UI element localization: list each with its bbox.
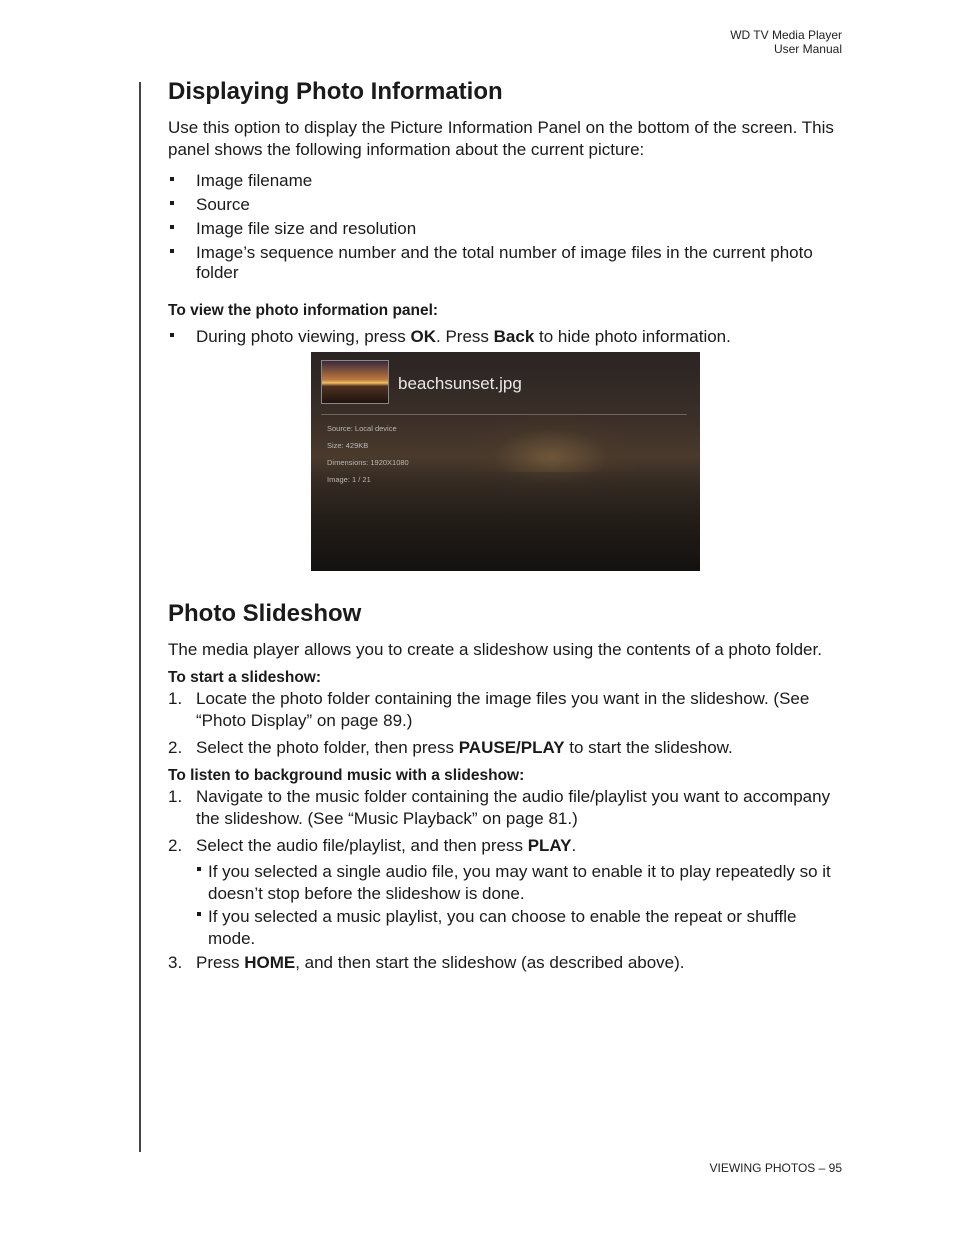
list-item: Image’s sequence number and the total number of image files in the current photo folder <box>168 243 848 283</box>
list-item: Source <box>168 195 848 215</box>
header-product: WD TV Media Player <box>730 28 842 42</box>
photo-sequence: Image: 1 / 21 <box>327 475 371 484</box>
list-item: 1. Locate the photo folder containing the image files you want in the slideshow. (See “Photo Display” on page 89.) <box>168 689 810 730</box>
page-content <box>168 74 848 347</box>
subheading-background-music: To listen to background music with a slideshow: <box>168 767 525 784</box>
section-intro: Use this option to display the Picture Information Panel on the bottom of the screen. This panel shows the following information about the current picture: <box>168 118 834 159</box>
view-panel-steps <box>168 327 848 347</box>
panel-divider <box>321 414 687 415</box>
list-item: If you selected a single audio file, you may want to enable it to play repeatedly so it doesn’t stop before the slideshow is done. <box>196 861 848 905</box>
list-item: 3. Press HOME, and then start the slideshow (as described above). <box>168 953 685 972</box>
list-item: Image file size and resolution <box>168 219 848 239</box>
list-item: During photo viewing, press OK. Press Back to hide photo information. <box>168 327 848 347</box>
section-title-slideshow: Photo Slideshow <box>168 600 362 627</box>
photo-filename: beachsunset.jpg <box>398 374 522 393</box>
photo-size: Size: 429KB <box>327 441 369 450</box>
slideshow-section <box>168 596 848 974</box>
list-item: 1. Navigate to the music folder containing the audio file/playlist you want to accompany the slideshow. (See “Music Playback” on page 81.) <box>168 787 831 828</box>
music-sub-bullets <box>196 861 848 950</box>
list-item: 2. Select the photo folder, then press PAUSE/PLAY to start the slideshow. <box>168 738 733 757</box>
slideshow-intro: The media player allows you to create a slideshow using the contents of a photo folder. <box>168 640 822 659</box>
running-header <box>730 28 842 56</box>
key-ok: OK <box>410 327 437 346</box>
list-item: 2. Select the audio file/playlist, and then press PLAY. If you selected a single audio file, you may want to enable it to play repeatedly so it doesn’t stop before the slideshow is done. If you selected a music playlist, you can choose to enable the repeat or shuffle mode. <box>168 835 848 950</box>
margin-rule <box>139 82 141 1152</box>
photo-dimensions: Dimensions: 1920X1080 <box>327 458 409 467</box>
photo-source: Source: Local device <box>327 424 397 433</box>
page-footer: VIEWING PHOTOS – 95 <box>709 1161 842 1175</box>
key-home: HOME <box>244 953 296 972</box>
start-slideshow-steps <box>168 688 848 759</box>
subheading-view-panel: To view the photo information panel: <box>168 302 439 319</box>
info-bullet-list <box>168 171 848 283</box>
background-music-steps <box>168 786 848 974</box>
section-title-photo-information: Displaying Photo Information <box>168 78 503 105</box>
key-play: PLAY <box>527 836 572 855</box>
key-pause-play: PAUSE/PLAY <box>458 738 565 757</box>
photo-info-panel-screenshot <box>311 352 700 571</box>
subheading-start-slideshow: To start a slideshow: <box>168 669 322 686</box>
list-item: Image filename <box>168 171 848 191</box>
key-back: Back <box>493 327 535 346</box>
list-item: If you selected a music playlist, you can choose to enable the repeat or shuffle mode. <box>196 906 848 950</box>
header-doc-type: User Manual <box>773 42 842 56</box>
photo-thumbnail <box>321 360 389 404</box>
